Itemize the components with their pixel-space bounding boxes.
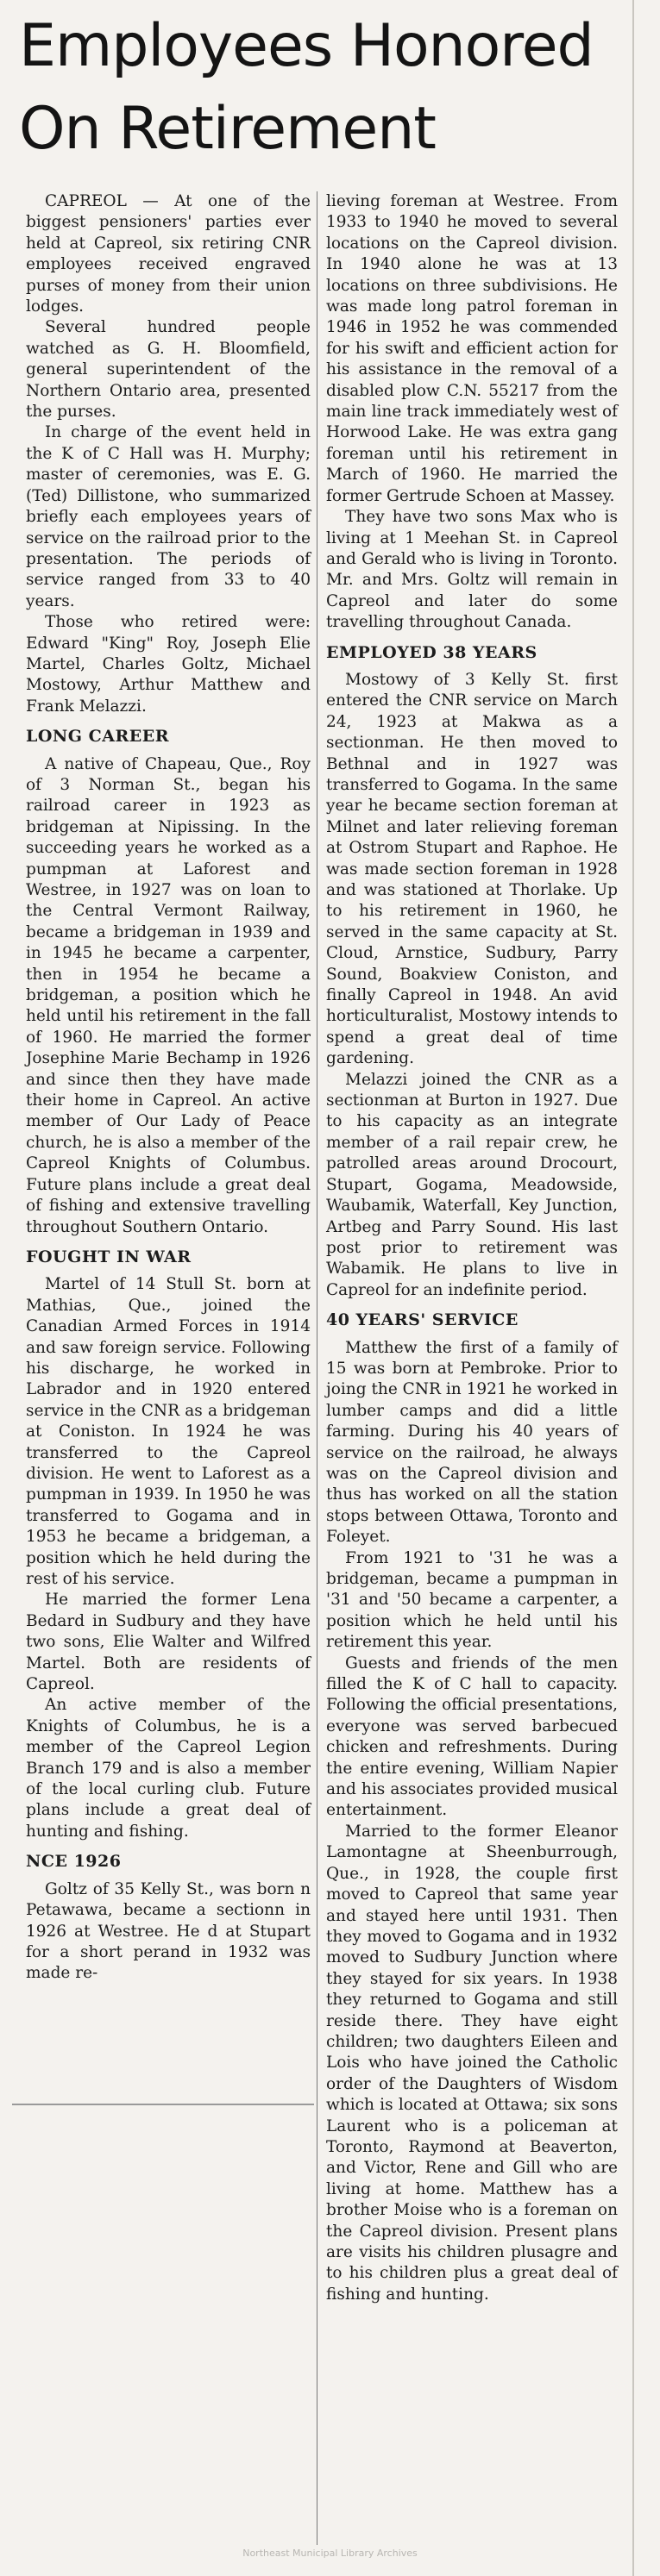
paragraph: In charge of the event held in the K of C Hall was H. Murphy; master of ceremonies, was E. G. (Ted) Dillistone, who summarized briefly each employees years of service on the railroad prior to the presentation. The periods of service ranged from 33 to 40 years. <box>26 423 311 610</box>
paragraph: They have two sons Max who is living at 1 Meehan St. in Capreol and Gerald who is living in Toronto. Mr. and Mrs. Goltz will remain in Capreol and later do some travelling throughout Canada. <box>326 508 618 632</box>
paragraph: Married to the former Eleanor Lamontagne at Sheenburrough, Que., in 1928, the couple first moved to Capreol that same year and stayed here until 1931. Then they moved to Gogama and in 1932 moved to Sudbury Junction where they stayed for six years. In 1938 they returned to Gogama and still reside there. They have eight children; two daughters Eileen and Lois who have joined the Catholic order of the Daughters of Wisdom which is located at Ottawa; six sons Laurent who is a policeman at Toronto, Raymond at Beaverton, and Victor, Rene and Gill who are living at home. Matthew has a brother Moise who is a foreman on the Capreol division. Present plans are visits his children plusagre and to his children plus a great deal of fishing and hunting. <box>326 1822 618 2304</box>
paragraph: Martel of 14 Stull St. born at Mathias, Que., joined the Canadian Armed Forces in 1914 and saw foreign service. Following his discharge, he worked in Labrador and in 1920 entered service in the CNR as a bridgeman at Coniston. In 1924 he was transferred to the Capreol division. He went to Laforest as a pumpman in 1939. In 1950 he was transferred to Gogama and in 1953 he became a bridgeman, a position which he held during the rest of his service. <box>26 1275 311 1588</box>
left-column <box>26 191 311 1985</box>
subheading: LONG CAREER <box>26 727 170 747</box>
paragraph: Mostowy of 3 Kelly St. first entered the CNR service on March 24, 1923 at Makwa as a sectionman. He then moved to Bethnal and in 1927 was transferred to Gogama. In the same year he became section foreman at Milnet and later relieving foreman at Ostrom Stupart and Raphoe. He was made section foreman in 1928 and was stationed at Thorlake. Up to his retirement in 1960, he served in the same capacity at St. Cloud, Arnstice, Sudbury, Parry Sound, Boakview Coniston, and finally Capreol in 1948. An avid horticulturalist, Mostowy intends to spend a great deal of time gardening. <box>326 670 618 1068</box>
paragraph: Goltz of 35 Kelly St., was born n Petawawa, became a sectionn in 1926 at Westree. He d at Stupart for a short perand in 1932 was made re- <box>26 1879 311 1983</box>
paragraph: A native of Chapeau, Que., Roy of 3 Norman St., began his railroad career in 1923 as bridgeman at Nipissing. In the succeeding years he worked as a pumpman at Laforest and Westree, in 1927 was on loan to the Central Vermont Railway, became a bridgeman in 1939 and in 1945 he became a carpenter, then in 1954 he became a bridgeman, a position which he held until his retirement in the fall of 1960. He married the former Josephine Marie Bechamp in 1926 and since then they have made their home in Capreol. An active member of Our Lady of Peace church, he is also a member of the Capreol Knights of Columbus. Future plans include a great deal of fishing and extensive travelling throughout Southern Ontario. <box>26 754 311 1236</box>
clipping-bottom-edge <box>12 2104 314 2105</box>
paragraph: Matthew the first of a family of 15 was born at Pembroke. Prior to joing the CNR in 1921 he worked in lumber camps and did a little farming. During his 40 years of service on the railroad, he always was on the Capreol division and thus has worked on all the station stops between Ottawa, Toronto and Foleyet. <box>326 1338 618 1547</box>
paragraph: Several hundred people watched as G. H. Bloomfield, general superintendent of the Northern Ontario area, presented the purses. <box>26 318 311 422</box>
paragraph: lieving foreman at Westree. From 1933 to 1940 he moved to several locations on the Capreol division. In 1940 alone he was at 13 locations on three subdivisions. He was made long patrol foreman in 1946 in 1952 he was commended for his swift and efficient action for his assistance in the removal of a disabled plow C.N. 55217 from the main line track immediately west of Horwood Lake. He was extra gang foreman until his retirement in March of 1960. He married the former Gertrude Schoen at Massey. <box>326 192 618 505</box>
subheading: 40 YEARS' SERVICE <box>326 1310 519 1330</box>
subheading: EMPLOYED 38 YEARS <box>326 642 537 662</box>
paragraph: Melazzi joined the CNR as a sectionman at Burton in 1927. Due to his capacity as an integrate member of a rail repair crew, he patrolled areas around Drocourt, Stupart, Gogama, Meadowside, Waubamik, Waterfall, Key Junction, Artbeg and Parry Sound. His last post prior to retirement was Wabamik. He plans to live in Capreol for an indefinite period. <box>326 1070 618 1299</box>
paragraph: From 1921 to '31 he was a bridgeman, became a pumpman in '31 and '50 became a carpenter, a position which he held until his retirement this year. <box>326 1548 618 1652</box>
subheading: NCE 1926 <box>26 1852 122 1872</box>
paragraph: He married the former Lena Bedard in Sudbury and they have two sons, Elie Walter and Wilfred Martel. Both are residents of Capreol. <box>26 1591 311 1694</box>
subheading: FOUGHT IN WAR <box>26 1247 192 1266</box>
paragraph: CAPREOL — At one of the biggest pensioners' parties ever held at Capreol, six retiring CNR employees received engraved purses of money from their union lodges. <box>26 192 311 316</box>
headline: Employees Honored On Retirement <box>19 12 594 163</box>
paragraph: An active member of the Knights of Columbus, he is a member of the Capreol Legion Branch 179 and is also a member of the local curling club. Future plans include a great deal of hunting and fishing. <box>26 1696 311 1841</box>
paragraph: Guests and friends of the men filled the K of C hall to capacity. Following the official presentations, everyone was served barbecued chicken and refreshments. During the entire evening, William Napier and his associates provided musical entertainment. <box>326 1654 618 1820</box>
archive-watermark: Northeast Municipal Library Archives <box>242 2548 418 2559</box>
paper-edge <box>632 0 634 2576</box>
paragraph: Those who retired were: Edward "King" Roy, Joseph Elie Martel, Charles Goltz, Michael Mostowy, Arthur Matthew and Frank Melazzi. <box>26 613 311 716</box>
right-column <box>326 191 618 2305</box>
